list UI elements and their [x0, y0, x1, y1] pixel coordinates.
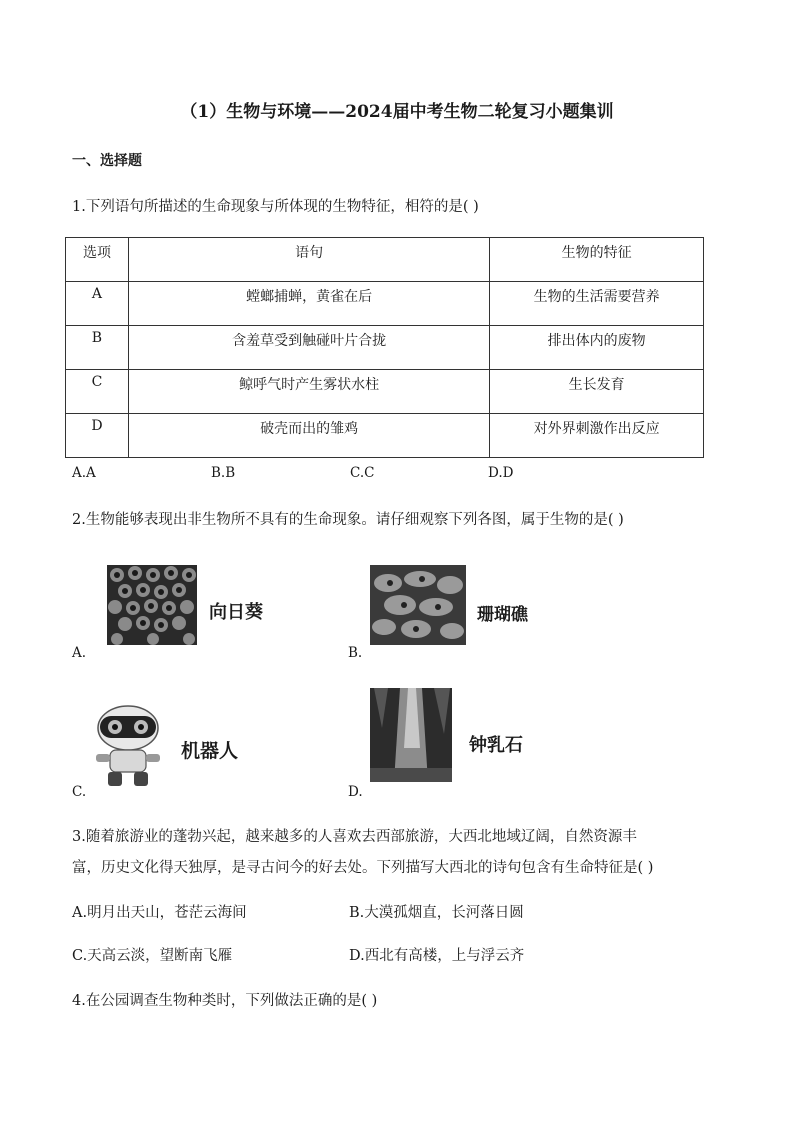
table-cell: 排出体内的废物 [490, 326, 704, 370]
page-title: （1）生物与环境——2024届中考生物二轮复习小题集训 [180, 102, 614, 122]
section-heading: 一、选择题 [72, 153, 142, 169]
table-cell: B [66, 326, 129, 370]
question-3-option-a[interactable]: A.明月出天山，苍茫云海间 [72, 905, 247, 921]
table-cell: D [66, 414, 129, 458]
stalactite-photo [370, 688, 452, 782]
table-cell: 含羞草受到触碰叶片合拢 [128, 326, 489, 370]
question-1-stem: 1.下列语句所描述的生命现象与所体现的生物特征，相符的是( ) [72, 199, 479, 215]
table-header-cell: 生物的特征 [490, 238, 704, 282]
table-header-cell: 语句 [128, 238, 489, 282]
question-3-option-b[interactable]: B.大漠孤烟直，长河落日圆 [349, 905, 524, 921]
table-cell: 对外界刺激作出反应 [490, 414, 704, 458]
question-4-stem: 4.在公园调查生物种类时，下列做法正确的是( ) [72, 993, 378, 1009]
table-cell: 破壳而出的雏鸡 [128, 414, 489, 458]
question-1-option-d[interactable]: D.D [488, 465, 514, 481]
robot-photo [88, 702, 170, 790]
table-row [66, 370, 704, 414]
table-header-row [66, 238, 704, 282]
table-header-cell: 选项 [66, 238, 129, 282]
robot-label: 机器人 [181, 740, 239, 762]
question-2-option-b[interactable]: B. [348, 645, 363, 661]
table-cell: C [66, 370, 129, 414]
coral-label: 珊瑚礁 [477, 605, 528, 625]
table-cell: 生物的生活需要营养 [490, 282, 704, 326]
question-2-option-c[interactable]: C. [72, 784, 87, 800]
stalactite-label: 钟乳石 [469, 735, 523, 756]
table-cell: 生长发育 [490, 370, 704, 414]
question-1-option-b[interactable]: B.B [211, 465, 236, 481]
question-3-option-d[interactable]: D.西北有高楼，上与浮云齐 [349, 948, 525, 964]
table-row [66, 326, 704, 370]
question-2-option-d[interactable]: D. [348, 784, 363, 800]
sunflower-label: 向日葵 [209, 602, 263, 623]
question-2-stem: 2.生物能够表现出非生物所不具有的生命现象。请仔细观察下列各图，属于生物的是( ) [72, 512, 624, 528]
table-cell: 螳螂捕蝉，黄雀在后 [128, 282, 489, 326]
table-cell: 鲸呼气时产生雾状水柱 [128, 370, 489, 414]
sunflower-photo [107, 565, 197, 645]
question-1-option-c[interactable]: C.C [350, 465, 375, 481]
question-3-option-c[interactable]: C.天高云淡，望断南飞雁 [72, 948, 233, 964]
question-1-table [65, 237, 704, 458]
table-cell: A [66, 282, 129, 326]
table-row [66, 414, 704, 458]
table-row [66, 282, 704, 326]
question-2-option-a[interactable]: A. [72, 645, 87, 661]
question-3-stem-line1: 3.随着旅游业的蓬勃兴起，越来越多的人喜欢去西部旅游，大西北地域辽阔，自然资源丰 [72, 829, 637, 845]
question-1-option-a[interactable]: A.A [72, 465, 96, 481]
question-3-stem-line2: 富，历史文化得天独厚，是寻古问今的好去处。下列描写大西北的诗句包含有生命特征是( ) [72, 860, 654, 876]
coral-photo [370, 565, 466, 645]
